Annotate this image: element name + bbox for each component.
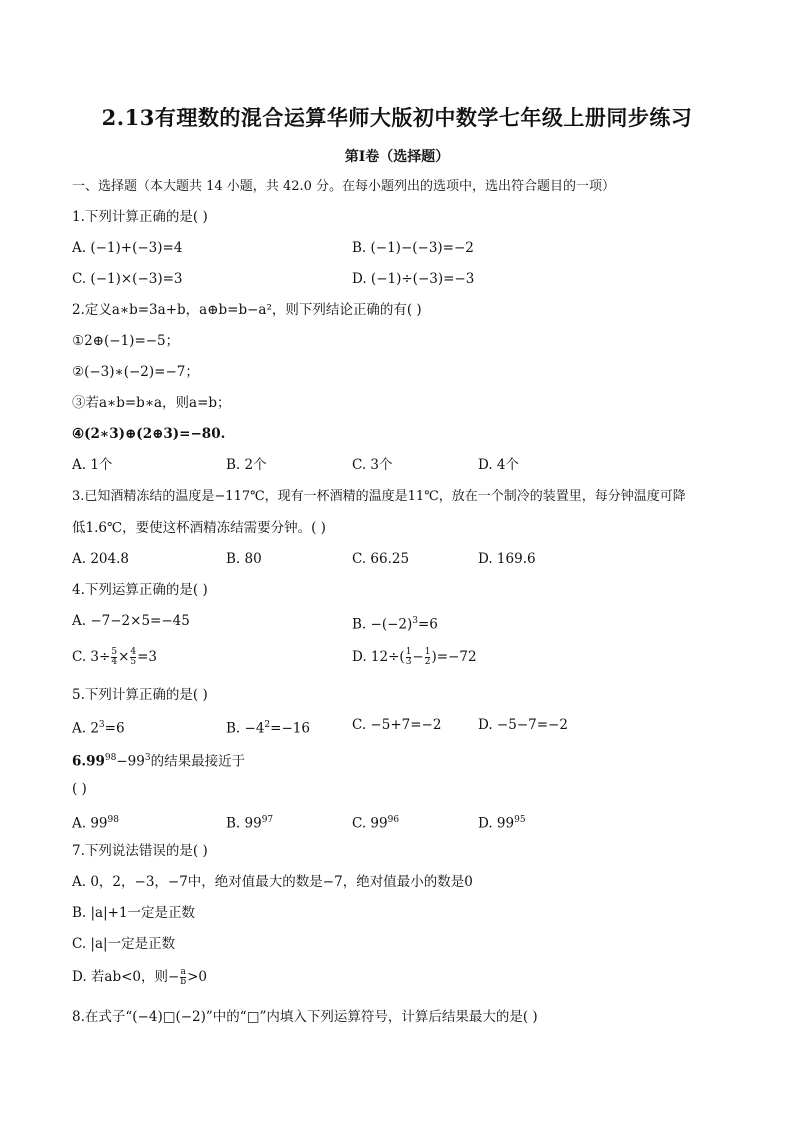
question-6-option-b: B. $99^{97}$: [226, 815, 274, 832]
question-4-option-b: B. $-(-2)^3=6$: [352, 616, 438, 633]
question-3-stem-line-1: 3.已知酒精冻结的温度是−117℃，现有一杯酒精的温度是11℃，放在一个制冷的装置里，每分钟温度可降: [72, 489, 686, 504]
page-title: 2.13有理数的混合运算华师大版初中数学七年级上册同步练习: [101, 105, 693, 130]
question-2-item-1: ①2⊕(−1)=−5；: [72, 333, 180, 349]
question-7-option-c: C. |a|一定是正数: [72, 936, 176, 952]
question-5-option-d: D. −5−7=−2: [478, 717, 568, 733]
question-2-item-3: ③若a∗b=b∗a，则a=b；: [72, 395, 231, 411]
section-header: 一、选择题（本大题共 14 小题，共 42.0 分。在每小题列出的选项中，选出符合题目的一项）: [72, 179, 616, 194]
question-2-option-c: C. 3个: [352, 457, 393, 473]
question-2-option-d: D. 4个: [478, 457, 520, 473]
question-4-stem: 4.下列运算正确的是( ): [72, 582, 208, 598]
question-7-option-d: D. 若ab<0，则− $\frac{a}{b}$ >0: [72, 967, 207, 987]
question-3-option-c: C. 66.25: [352, 551, 410, 567]
question-5-stem: 5.下列计算正确的是( ): [72, 687, 208, 703]
question-3-option-b: B. 80: [226, 551, 262, 567]
question-7-option-a: A. 0，2，−3，−7中，绝对值最大的数是−7，绝对值最小的数是0: [72, 874, 473, 890]
question-6-option-c: C. $99^{96}$: [352, 815, 400, 832]
question-3-option-a: A. 204.8: [72, 551, 129, 567]
question-1-option-b: B. (−1)−(−3)=−2: [352, 240, 474, 256]
question-3-option-d: D. 169.6: [478, 551, 536, 567]
question-4-option-c: C. 3÷ $\frac{5}{4}$ × $\frac{4}{5}$ =3: [72, 647, 158, 667]
question-1-stem: 1.下列计算正确的是( ): [72, 209, 208, 225]
question-2-item-2: ②(−3)∗(−2)=−7；: [72, 364, 199, 380]
question-2-item-4: ④(2∗3)⊕(2⊕3)=−80.: [72, 426, 226, 442]
question-6-stem: $6.99^{98}-99^3$的结果最接近于: [72, 753, 246, 770]
question-2-option-b: B. 2个: [226, 457, 267, 473]
question-6-option-d: D. $99^{95}$: [478, 815, 526, 832]
question-1-option-c: C. (−1)×(−3)=3: [72, 271, 183, 287]
page-subtitle: 第I卷（选择题）: [344, 149, 450, 165]
question-5-option-c: C. −5+7=−2: [352, 717, 442, 733]
question-4-option-d: D. 12÷( $\frac{1}{3}$ − $\frac{1}{2}$ )=−72: [352, 647, 477, 667]
question-7-option-b: B. |a|+1一定是正数: [72, 905, 196, 921]
question-5-option-a: A. $2^3=6$: [72, 720, 125, 737]
question-6-paren: ( ): [72, 781, 87, 797]
question-7-stem: 7.下列说法错误的是( ): [72, 843, 208, 859]
question-3-stem-line-2: 低1.6℃，要使这杯酒精冻结需要分钟。( ): [72, 520, 326, 536]
question-8-stem: 8.在式子“(−4)□(−2)”中的“□”内填入下列运算符号，计算后结果最大的是( ): [72, 1009, 538, 1025]
question-5-option-b: B. $-4^2=-16$: [226, 720, 310, 737]
question-2-option-a: A. 1个: [72, 457, 113, 473]
question-4-option-a: A. −7−2×5=−45: [72, 613, 190, 629]
question-6-option-a: A. $99^{98}$: [72, 815, 119, 832]
question-1-option-d: D. (−1)÷(−3)=−3: [352, 271, 475, 287]
question-2-stem: 2.定义a∗b=3a+b，a⊕b=b−a²，则下列结论正确的有( ): [72, 302, 422, 318]
question-1-option-a: A. (−1)+(−3)=4: [72, 240, 183, 256]
